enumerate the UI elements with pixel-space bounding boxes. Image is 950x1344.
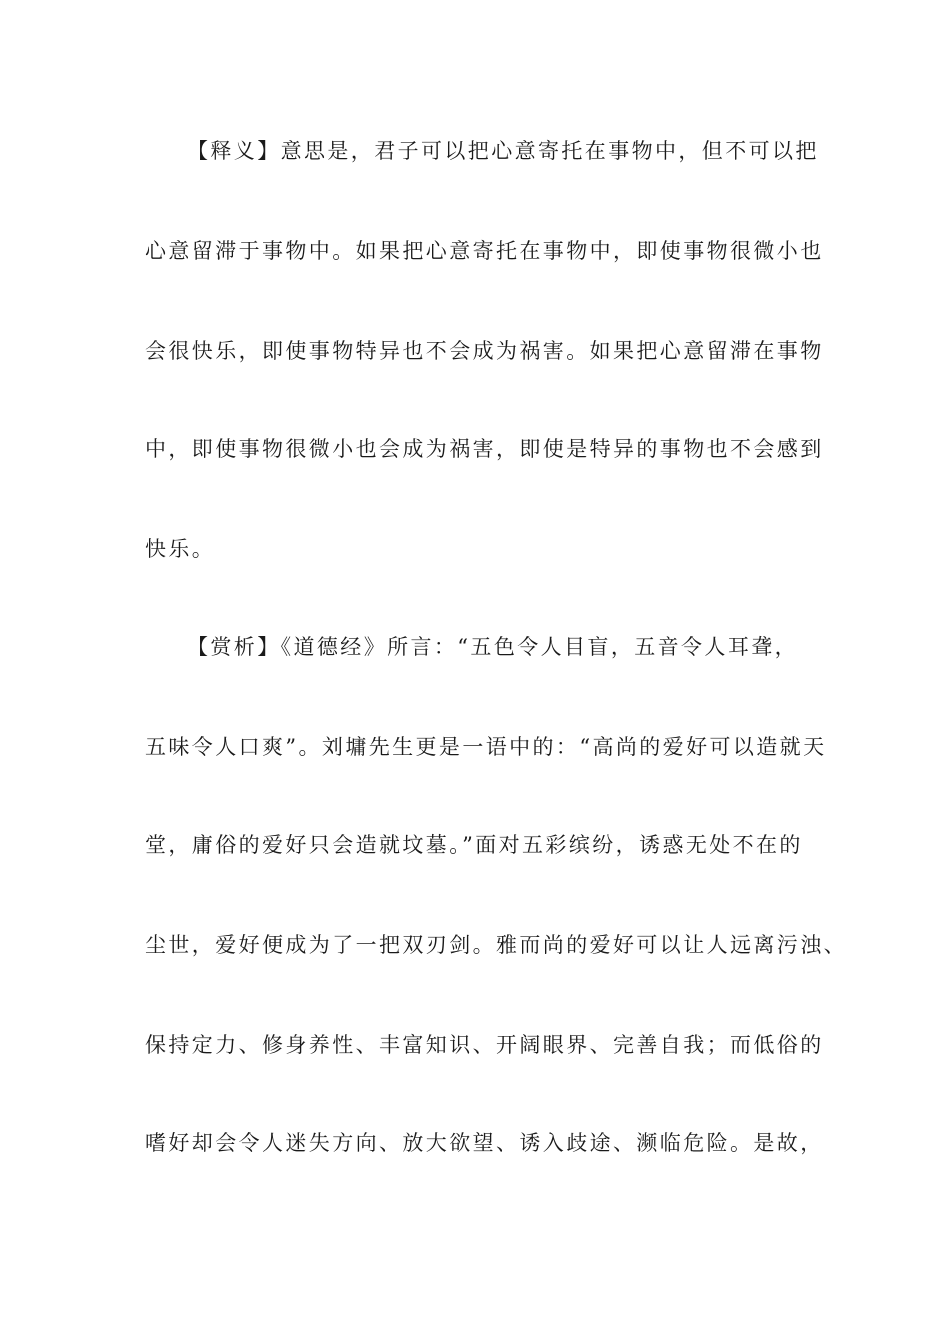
text-line: 【释义】意思是，君子可以把心意寄托在事物中，但不可以把 bbox=[187, 139, 819, 163]
text-line: 堂，庸俗的爱好只会造就坟墓。”面对五彩缤纷，诱惑无处不在的 bbox=[145, 833, 803, 857]
text-line: 尘世，爱好便成为了一把双刃剑。雅而尚的爱好可以让人远离污浊、 bbox=[145, 933, 847, 957]
text-line: 快乐。 bbox=[145, 537, 216, 561]
text-line: 五味令人口爽”。刘墉先生更是一语中的：“高尚的爱好可以造就天 bbox=[145, 735, 827, 759]
text-line: 中，即使事物很微小也会成为祸害，即使是特异的事物也不会感到 bbox=[145, 437, 824, 461]
text-line: 【赏析】《道德经》所言：“五色令人目盲，五音令人耳聋， bbox=[187, 635, 799, 659]
text-line: 心意留滞于事物中。如果把心意寄托在事物中，即使事物很微小也 bbox=[145, 239, 824, 263]
text-line: 嗜好却会令人迷失方向、放大欲望、诱入歧途、濒临危险。是故， bbox=[145, 1131, 824, 1155]
text-line: 保持定力、修身养性、丰富知识、开阔眼界、完善自我；而低俗的 bbox=[145, 1033, 824, 1057]
text-line: 会很快乐，即使事物特异也不会成为祸害。如果把心意留滞在事物 bbox=[145, 339, 824, 363]
